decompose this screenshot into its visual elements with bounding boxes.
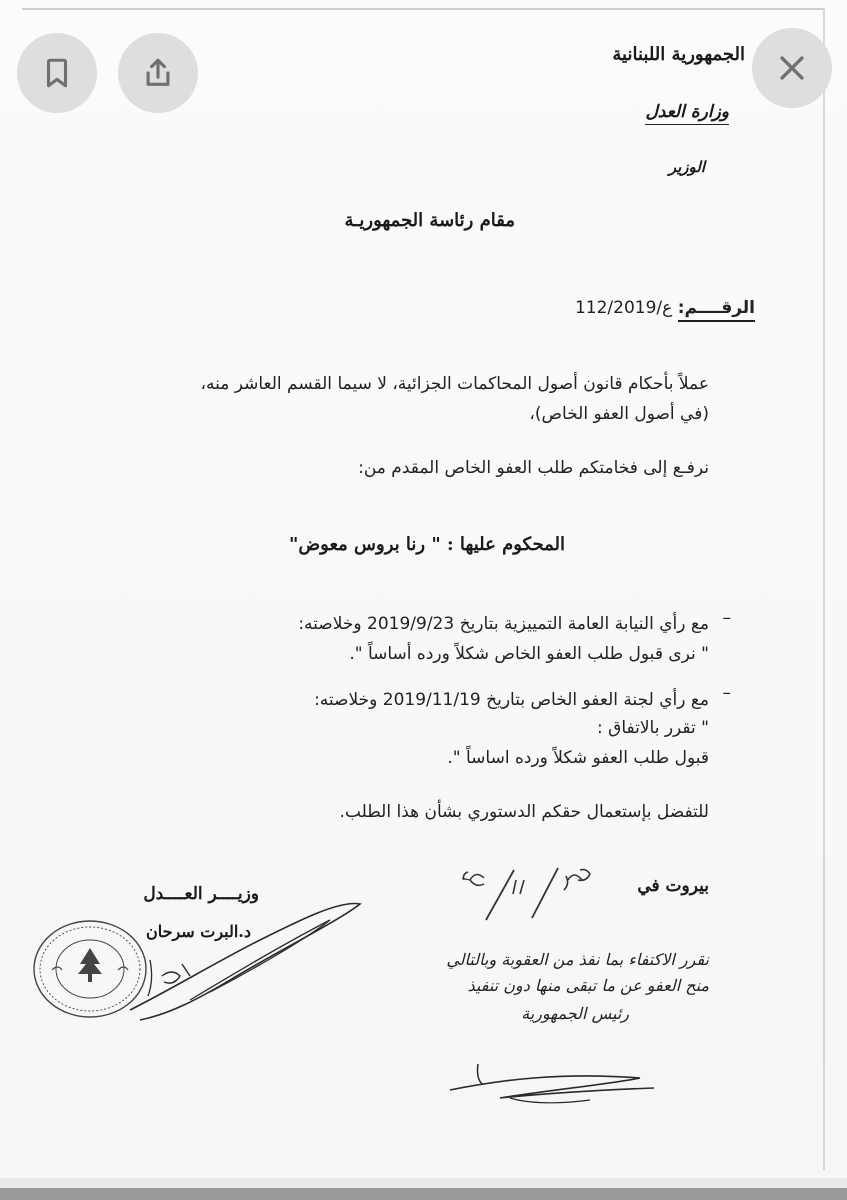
closing-line: للتفضل بإستعمال حقكم الدستوري بشأن هذا الطلب. [339,802,709,822]
intro-line-1: عملاً بأحكام قانون أصول المحاكمات الجزائية، لا سيما القسم العاشر منه، [200,374,709,394]
opinion-1-line-2: " نرى قبول طلب العفو الخاص شكلاً ورده أساساً ". [349,644,709,664]
viewer-bottom-strip [0,1178,847,1188]
minister-signature [110,880,370,1030]
viewer-bottom-bar [0,1188,847,1200]
page-top-border [22,8,823,10]
page-right-edge [823,8,825,1170]
request-line: نرفـع إلى فخامتكم طلب العفو الخاص المقدم من: [358,458,709,478]
reference [575,298,755,318]
bookmark-button[interactable] [17,33,97,113]
letterhead-ministry: وزارة العدل [645,102,729,125]
letterhead-minister: الوزير [668,158,705,176]
place-label: بيروت في [637,876,709,896]
intro-line-2: (في أصول العفو الخاص)، [529,404,709,424]
opinion-1-bullet: – [722,608,731,628]
decision-line-2: منح العفو عن ما تبقى منها دون تنفيذ [467,976,709,995]
bookmark-icon [40,56,74,90]
opinion-1-line-1: مع رأي النيابة العامة التمييزية بتاريخ 2019/9/23 وخلاصته: [298,614,709,634]
president-signature [440,1054,670,1114]
signatory-name: د.البرت سرحان [145,922,251,941]
close-icon [775,51,809,85]
handwritten-date [462,858,612,924]
opinion-2-line-1: مع رأي لجنة العفو الخاص بتاريخ 2019/11/19 وخلاصته: [314,690,709,710]
cedar-emblem-icon [78,948,102,974]
share-button[interactable] [118,33,198,113]
letterhead-republic: الجمهورية اللبنانية [612,44,745,65]
addressee: مقام رئاسة الجمهوريـة [344,210,515,231]
opinion-2-bullet: – [722,683,731,703]
opinion-2-line-3: قبول طلب العفو شكلاً ورده اساساً ". [447,748,709,768]
decision-line-1: نقرر الاكتفاء بما نفذ من العقوبة وبالتالي [446,950,709,969]
decision-line-3: رئيس الجمهورية [521,1004,629,1023]
reference-label: الرقــــم: [678,298,755,322]
opinion-2-line-2: " تقرر بالاتفاق : [597,718,709,738]
signatory-title: وزيــــر العــــدل [143,884,259,904]
convicted-line: المحكوم عليها : " رنا بروس معوض" [289,534,565,555]
close-button[interactable] [752,28,832,108]
share-icon [141,56,175,90]
reference-value: 112/ع/2019 [574,298,673,318]
